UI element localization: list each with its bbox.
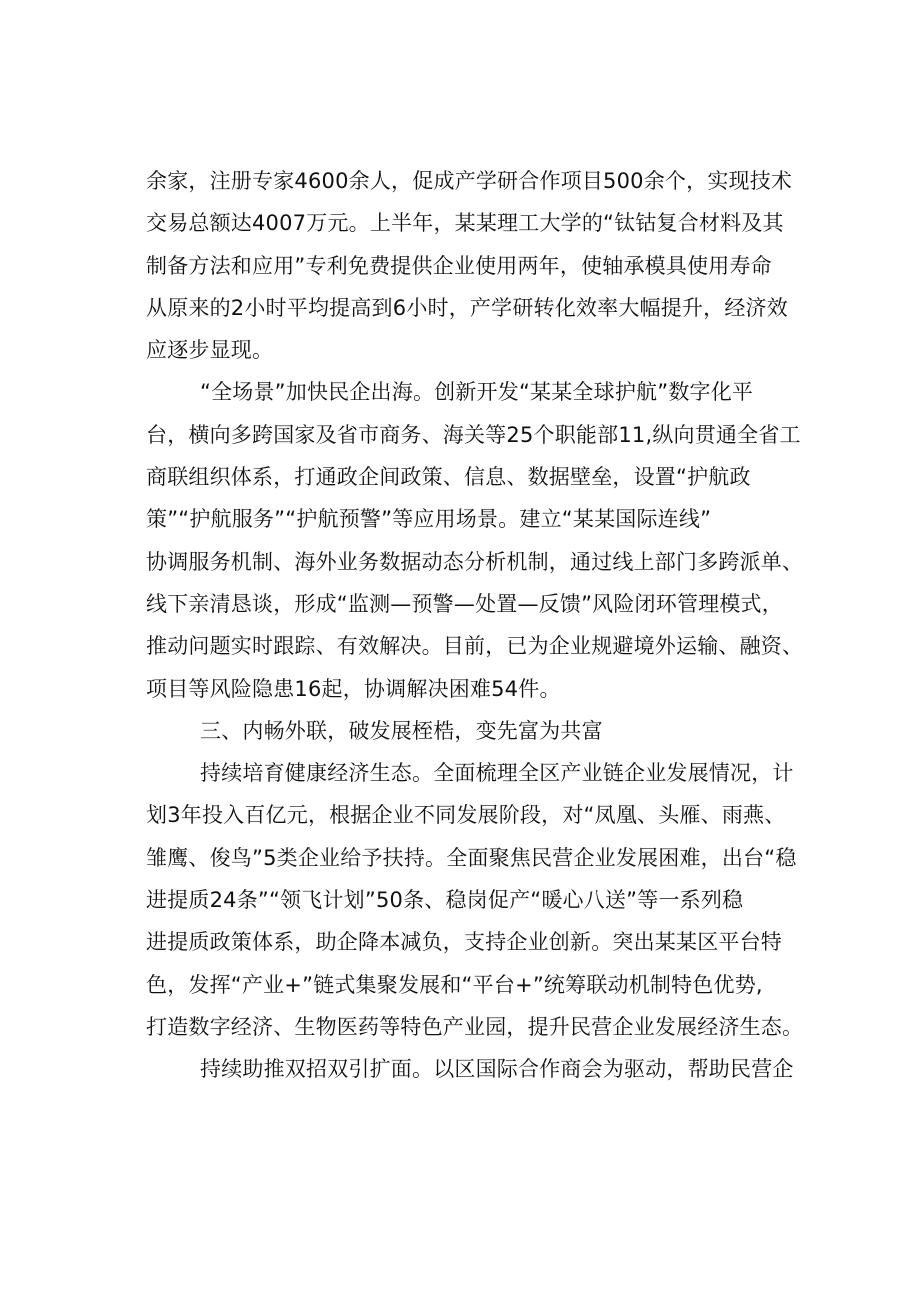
paragraph-line: 交易总额达4007万元。上半年，某某理工大学的“钛钴复合材料及其	[146, 211, 784, 236]
document-body	[146, 160, 804, 1091]
paragraph-line: 雏鹰、俊鸟”5类企业给予扶持。全面聚焦民营企业发展困难，出台“稳	[146, 845, 797, 870]
paragraph-line: 应逐步显现。	[146, 338, 274, 363]
paragraph-line: 制备方法和应用”专利免费提供企业使用两年，使轴承模具使用寿命	[146, 253, 772, 278]
paragraph-line: 商联组织体系，打通政企间政策、信息、数据壁垒，设置“护航政	[146, 465, 751, 490]
paragraph-line: 协调服务机制、海外业务数据动态分析机制，通过线上部门多跨派单、	[146, 549, 804, 574]
paragraph-line: 线下亲清恳谈，形成“监测—预警—处置—反馈”风险闭环管理模式，	[146, 591, 783, 616]
paragraph-line: 进提质政策体系，助企降本减负，支持企业创新。突出某某区平台特	[146, 930, 782, 955]
paragraph-line: 项目等风险隐患16起，协调解决困难54件。	[146, 676, 561, 701]
paragraph-line: 推动问题实时跟踪、有效解决。目前，已为企业规避境外运输、融资、	[146, 634, 804, 659]
paragraph-line: 策”“护航服务”“护航预警”等应用场景。建立“某某国际连线”	[146, 507, 712, 532]
paragraph-line: 色，发挥“产业+”链式集聚发展和“平台+”统筹联动机制特色优势,	[146, 972, 763, 997]
paragraph-line: 从原来的2小时平均提高到6小时，产学研转化效率大幅提升，经济效	[146, 295, 788, 320]
paragraph-line: “全场景”加快民企出海。创新开发“某某全球护航”数字化平	[200, 380, 754, 405]
paragraph-line: 台，横向多跨国家及省市商务、海关等25个职能部11,纵向贯通全省工	[146, 422, 801, 447]
paragraph-line: 打造数字经济、生物医药等特色产业园，提升民营企业发展经济生态。	[146, 1014, 804, 1039]
section-heading: 三、内畅外联，破发展桎梏，变先富为共富	[200, 718, 603, 743]
paragraph-line: 持续培育健康经济生态。全面梳理全区产业链企业发展情况，计	[200, 761, 794, 786]
paragraph-line: 余家，注册专家4600余人，促成产学研合作项目500余个，实现技术	[146, 169, 793, 193]
paragraph-line: 进提质24条”“领飞计划”50条、稳岗促产“暖心八送”等一系列稳	[146, 888, 744, 913]
paragraph-line: 划3年投入百亿元，根据企业不同发展阶段，对“凤凰、头雁、雨燕、	[146, 803, 786, 828]
paragraph-line: 持续助推双招双引扩面。以区国际合作商会为驱动，帮助民营企	[200, 1057, 794, 1082]
